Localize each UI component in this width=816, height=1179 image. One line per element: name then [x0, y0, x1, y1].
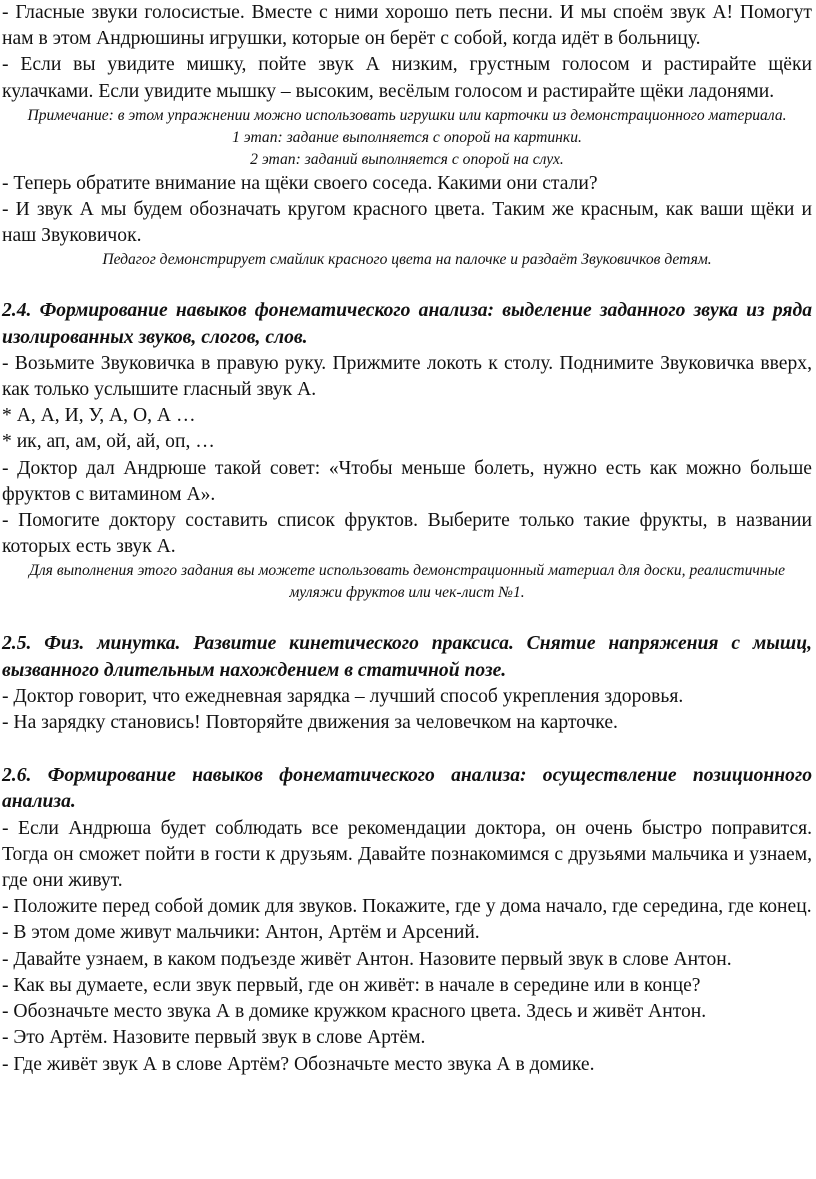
paragraph: - Как вы думаете, если звук первый, где он живёт: в начале в середине или в конце? — [2, 974, 701, 996]
paragraph: - Если Андрюша будет соблюдать все рекомендации доктора, он очень быстро поправится. Тогда он сможет пойти в гости к друзьям. Давайте познакомимся с друзьями мальчика и узнаем, где они живут. — [2, 817, 812, 892]
section-heading: 2.6. Формирование навыков фонематического анализа: осуществление позиционного анализа. — [2, 765, 812, 813]
note: 1 этап: задание выполняется с опорой на картинки. — [232, 128, 582, 146]
note: Педагог демонстрирует смайлик красного цвета на палочке и раздаёт Звуковичков детям. — [102, 251, 712, 269]
spacer — [2, 271, 812, 298]
paragraph: - Где живёт звук А в слове Артём? Обозначьте место звука А в домике. — [2, 1053, 595, 1075]
paragraph: - Положите перед собой домик для звуков. Покажите, где у дома начало, где середина, где конец. — [2, 896, 812, 918]
paragraph: - Возьмите Звуковичка в правую руку. Прижмите локоть к столу. Поднимите Звуковичка вверх, как только услышите гласный звук А. — [2, 352, 812, 401]
paragraph: - В этом доме живут мальчики: Антон, Артём и Арсений. — [2, 922, 480, 944]
section-heading: 2.4. Формирование навыков фонематического анализа: выделение заданного звука из ряда изолированных звуков, слогов, слов. — [2, 300, 812, 348]
paragraph: * А, А, И, У, А, О, А … — [2, 405, 196, 427]
paragraph: - Доктор дал Андрюше такой совет: «Чтобы меньше болеть, нужно есть как можно больше фруктов с витамином А». — [2, 457, 812, 505]
paragraph: - И звук А мы будем обозначать кругом красного цвета. Таким же красным, как ваши щёки и наш Звуковичок. — [2, 199, 812, 247]
paragraph: - Давайте узнаем, в каком подъезде живёт Антон. Назовите первый звук в слове Антон. — [2, 948, 732, 970]
note: Примечание: в этом упражнении можно использовать игрушки или карточки из демонстрационного материала. — [27, 106, 787, 124]
note: 2 этап: заданий выполняется с опорой на слух. — [250, 150, 564, 168]
paragraph: - Обозначьте место звука А в домике кружком красного цвета. Здесь и живёт Антон. — [2, 1001, 707, 1023]
paragraph: - Гласные звуки голосистые. Вместе с ними хорошо петь песни. И мы споём звук А! Помогут нам в этом Андрюшины игрушки, которые он берёт с собой, когда идёт в больницу. — [2, 2, 812, 50]
paragraph: - Это Артём. Назовите первый звук в слове Артём. — [2, 1027, 426, 1049]
paragraph: - Доктор говорит, что ежедневная зарядка – лучший способ укрепления здоровья. — [2, 685, 684, 707]
spacer — [2, 736, 812, 763]
paragraph: - Помогите доктору составить список фруктов. Выберите только такие фрукты, в названии которых есть звук А. — [2, 510, 812, 558]
paragraph: - Если вы увидите мишку, пойте звук А низким, грустным голосом и растирайте щёки кулачками. Если увидите мышку – высоким, весёлым голосом и растирайте щёки ладонями. — [2, 54, 812, 102]
paragraph: - На зарядку становись! Повторяйте движения за человечком на карточке. — [2, 712, 618, 734]
note: Для выполнения этого задания вы можете использовать демонстрационный материал для доски, реалистичные муляжи фруктов или чек-лист №1. — [28, 562, 786, 602]
section-heading: 2.5. Физ. минутка. Развитие кинетического праксиса. Снятие напряжения с мышц, вызванного длительным нахождением в статичной позе. — [2, 633, 812, 681]
spacer — [2, 604, 812, 631]
paragraph: - Теперь обратите внимание на щёки своего соседа. Какими они стали? — [2, 172, 598, 194]
paragraph: * ик, ап, ам, ой, ай, оп, … — [2, 431, 215, 453]
